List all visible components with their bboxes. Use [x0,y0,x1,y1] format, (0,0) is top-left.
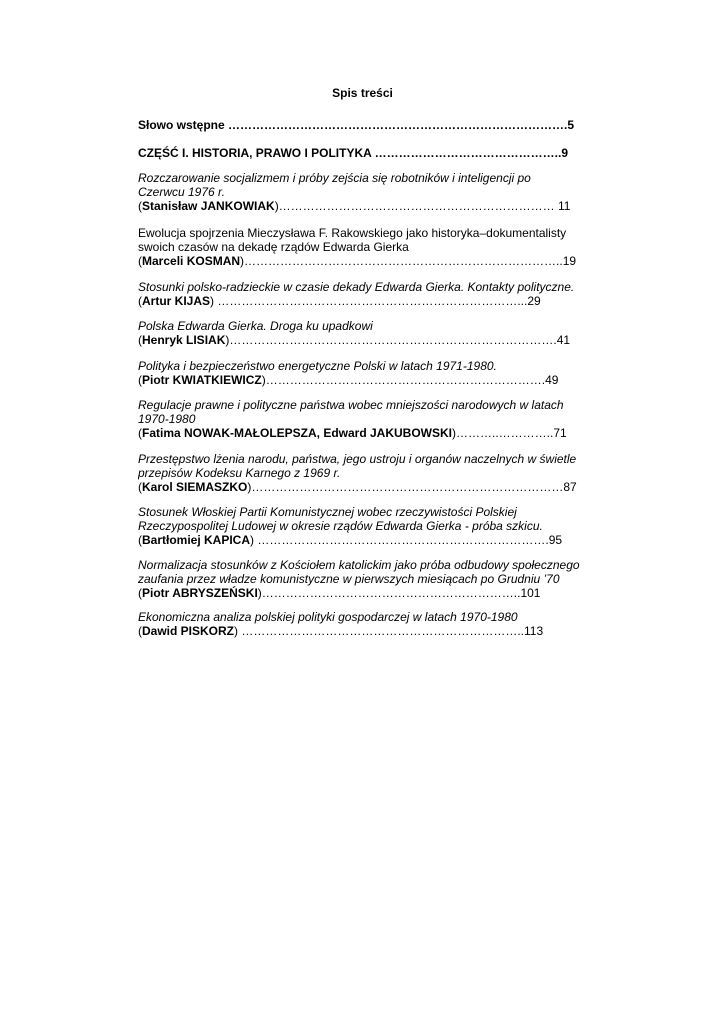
toc-entry [138,398,586,440]
toc-entry-page-leader: )……………………………………………………………………….41 [225,333,571,347]
toc-entry-author: Fatima NOWAK-MAŁOLEPSZA, Edward JAKUBOWSKI [142,426,453,440]
toc-entry-title-line: 1970-1980 [138,412,196,426]
toc-entry-title-line: swoich czasów na dekadę rządów Edwarda Gierka [138,240,409,254]
toc-entry-title-line: Stosunki polsko-radzieckie w czasie dekady Edwarda Gierka. Kontakty polityczne. [138,280,575,294]
toc-entry-author: Artur KIJAS [142,294,211,308]
toc-entry-page-leader: )…………………………………………………………… 11 [274,199,571,213]
toc-entry-title-line: Stosunek Włoskiej Partii Komunistycznej wobec rzeczywistości Polskiej [138,505,517,519]
toc-entry [138,171,586,213]
toc-entry-author-line: (Marceli KOSMAN)……………………………………………………………………..19 [138,254,577,268]
toc-entry-title-line: przepisów Kodeksu Karnego z 1969 r. [138,466,341,480]
toc-entry-text: Słowo wstępne ………………………………………………………………………….5 [138,118,575,132]
toc-entry-page-leader: )………………………………………………………..101 [257,586,541,600]
toc-entry [138,558,586,600]
toc-entry-page-leader: )……………………………………………………………………..19 [240,254,577,268]
toc-entry-title-line: zaufania przez władze komunistyczne w pierwszych miesiącach po Grudniu ’70 [138,572,560,586]
toc-entry [138,452,586,494]
toc-entry-title-line: Rzeczypospolitej Ludowej w okresie rządów Edwarda Gierka - próba szkicu. [138,519,543,533]
toc-entry-title-line: Normalizacja stosunków z Kościołem katolickim jako próba odbudowy społecznego [138,558,580,572]
toc-entry-author-line: (Bartłomiej KAPICA) ……………………………………………………………….95 [138,533,563,547]
toc-entry-author: Piotr KWIATKIEWICZ [142,373,262,387]
toc-entry-title-line: Rozczarowanie socjalizmem i próby zejścia się robotników i inteligencji po [138,171,531,185]
toc-heading: Spis treści [332,86,393,100]
toc-entry [138,359,586,387]
toc-entry-page-leader: ) …………………………………………………………………...29 [210,294,541,308]
toc-entry-title-line: Przestępstwo lżenia narodu, państwa, jego ustroju i organów naczelnych w świetle [138,452,577,466]
toc-entry-author: Marceli KOSMAN [142,254,241,268]
toc-entry-page-leader: )………..…………..71 [452,426,567,440]
toc-entry [138,280,586,308]
toc-entry [138,226,586,268]
toc-entry-title-line: Ewolucja spojrzenia Mieczysława F. Rakowskiego jako historyka–dokumentalisty [138,226,567,240]
toc-entry-page-leader: ) ……………………………………………………………….95 [250,533,563,547]
toc-entry-author-line: (Fatima NOWAK-MAŁOLEPSZA, Edward JAKUBOWSKI)………..…………..71 [138,426,567,440]
toc-entry-author: Henryk LISIAK [142,333,226,347]
toc-entry-author-line: (Dawid PISKORZ) ……………………………………………………………..113 [138,624,544,638]
toc-entry-title-line: Ekonomiczna analiza polskiej polityki gospodarczej w latach 1970-1980 [138,610,518,624]
toc-entry [138,610,586,638]
toc-entry-author-line: (Piotr ABRYSZEŃSKI)………………………………………………………..101 [138,586,541,600]
toc-entry-author: Stanisław JANKOWIAK [142,199,275,213]
toc-entry-author-line: (Henryk LISIAK)……………………………………………………………………….41 [138,333,571,347]
toc-entry-title-line: Czerwcu 1976 r. [138,185,225,199]
toc-entry-author-line: (Karol SIEMASZKO)……………………………………………………………………87 [138,480,577,494]
toc-entry-foreword [138,118,586,132]
toc-entry [138,319,586,347]
toc-entry-title-line: Polityka i bezpieczeństwo energetyczne Polski w latach 1971-1980. [138,359,497,373]
toc-entry-page-leader: ) ……………………………………………………………..113 [234,624,544,638]
toc-entry-text: CZĘŚĆ I. HISTORIA, PRAWO I POLITYKA ………………………………………..9 [138,146,569,160]
toc-entry-title-line: Polska Edwarda Gierka. Droga ku upadkowi [138,319,373,333]
toc-entry-page-leader: )…………………………………………………………….49 [261,373,559,387]
toc-entry-title-line: Regulacje prawne i polityczne państwa wobec mniejszości narodowych w latach [138,398,564,412]
toc-entry-author-line: (Piotr KWIATKIEWICZ)…………………………………………………………….49 [138,373,559,387]
toc-entry [138,505,586,547]
toc-entry-author-line: (Artur KIJAS) …………………………………………………………………...29 [138,294,541,308]
toc-entry-author: Bartłomiej KAPICA [142,533,251,547]
toc-entry-page-leader: )……………………………………………………………………87 [247,480,577,494]
toc-entry-author: Piotr ABRYSZEŃSKI [142,586,258,600]
toc-entry-author: Dawid PISKORZ [142,624,235,638]
toc-entry-author: Karol SIEMASZKO [142,480,248,494]
toc-entry-part-one [138,146,586,160]
toc-entry-author-line: (Stanisław JANKOWIAK)…………………………………………………………… 11 [138,199,571,213]
